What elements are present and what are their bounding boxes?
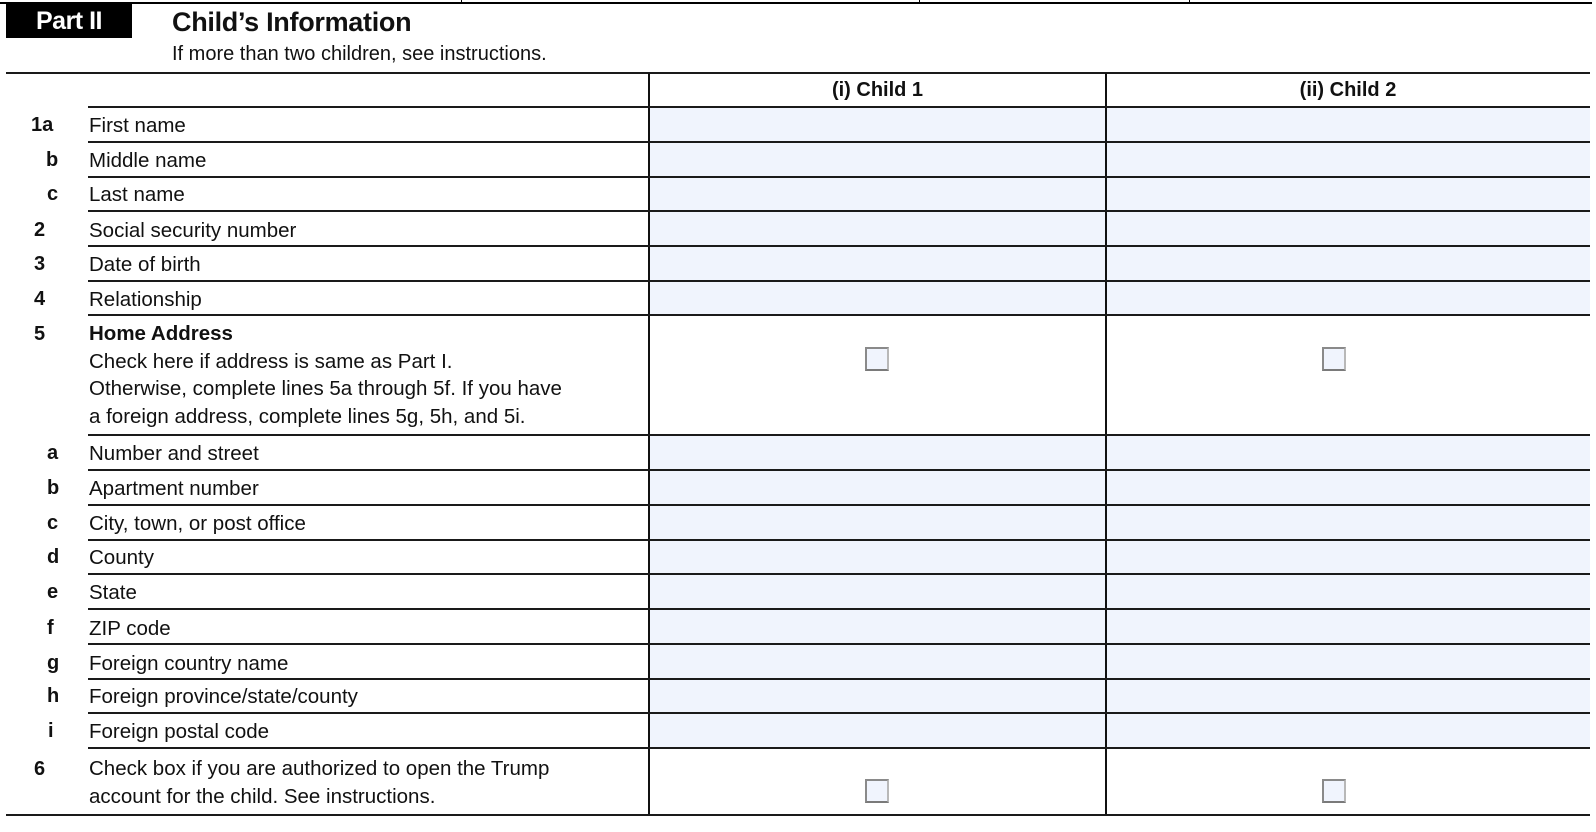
line-number: i [48,720,54,742]
child-2-last-name-input[interactable] [1107,178,1590,211]
part-badge: Part II [6,4,132,38]
child-2-foreign-province-input[interactable] [1107,680,1590,713]
line-label: Relationship [89,288,202,311]
form-row-city [0,506,1590,539]
child-1-trump-account-checkbox[interactable] [865,779,889,803]
child-2-foreign-country-input[interactable] [1107,645,1590,678]
column-header-child-1: (i) Child 1 [831,79,924,101]
form-row-foreign-province [0,680,1590,713]
home-address-description [89,320,562,430]
child-2-number-and-street-input[interactable] [1107,436,1590,469]
child-1-foreign-country-input[interactable] [650,645,1105,678]
line-label: Apartment number [89,477,259,500]
line-number: f [47,617,54,639]
form-row-first-name [0,108,1590,142]
child-1-foreign-province-input[interactable] [650,680,1105,713]
child-1-county-input[interactable] [650,541,1105,573]
top-border-tick [919,0,920,3]
child-1-foreign-postal-code-input[interactable] [650,714,1105,747]
form-row-home-address [0,316,1590,435]
line-number: h [47,685,60,707]
child-2-state-input[interactable] [1107,575,1590,608]
child-1-relationship-input[interactable] [650,282,1105,314]
form-row-apartment-number [0,471,1590,504]
part-subtitle: If more than two children, see instructions. [172,43,547,65]
child-1-last-name-input[interactable] [650,178,1105,211]
home-address-instruction: Otherwise, complete lines 5a through 5f. If you have [89,377,562,400]
line-label: First name [89,114,186,137]
trump-account-instruction: Check box if you are authorized to open the Trump [89,757,550,780]
form-row-ssn [0,212,1590,246]
line-label: ZIP code [89,617,171,640]
child-2-ssn-input[interactable] [1107,212,1590,245]
line-label: Foreign postal code [89,720,270,743]
section-bottom-rule [6,814,1590,816]
trump-account-instruction: account for the child. See instructions. [89,784,436,808]
line-number: d [47,546,60,568]
form-row-county [0,541,1590,574]
child-1-city-input[interactable] [650,506,1105,539]
line-number: 3 [34,253,46,275]
child-2-zip-code-input[interactable] [1107,610,1590,643]
home-address-instruction: a foreign address, complete lines 5g, 5h, and 5i. [89,404,526,428]
line-label: Number and street [89,442,259,465]
child-1-apartment-number-input[interactable] [650,471,1105,504]
child-2-foreign-postal-code-input[interactable] [1107,714,1590,747]
line-label: Social security number [89,219,297,242]
form-row-state [0,575,1590,609]
line-number: 2 [34,219,46,241]
line-number: 1a [31,114,54,136]
top-border-tick [1189,0,1190,3]
form-row-number-and-street [0,436,1590,470]
line-number: c [47,512,59,534]
child-2-trump-account-checkbox[interactable] [1322,779,1346,803]
child-2-relationship-input[interactable] [1107,282,1590,314]
child-2-city-input[interactable] [1107,506,1590,539]
child-1-number-and-street-input[interactable] [650,436,1105,469]
form-row-last-name [0,178,1590,211]
form-row-trump-account [0,749,1590,815]
child-1-middle-name-input[interactable] [650,143,1105,176]
part-title: Child’s Information [172,7,412,37]
line-label: Last name [89,183,185,206]
form-row-date-of-birth [0,247,1590,280]
form-row-middle-name [0,143,1590,176]
column-header-child-2: (ii) Child 2 [1299,79,1397,101]
line-number: g [47,652,60,674]
form-row-relationship [0,282,1590,315]
line-label: County [89,546,154,569]
home-address-instruction: Check here if address is same as Part I. [89,349,453,373]
child-2-apartment-number-input[interactable] [1107,471,1590,504]
line-label: State [89,581,137,604]
line-number: c [47,183,59,205]
child-2-first-name-input[interactable] [1107,108,1590,141]
child-1-same-address-checkbox[interactable] [865,347,889,371]
top-border-tick [461,0,462,3]
child-1-date-of-birth-input[interactable] [650,247,1105,280]
line-label: Date of birth [89,253,201,276]
child-2-middle-name-input[interactable] [1107,143,1590,176]
line-number: e [47,581,59,603]
child-2-same-address-checkbox[interactable] [1322,347,1346,371]
line-number: b [47,477,60,499]
child-1-first-name-input[interactable] [650,108,1105,141]
line-number: 6 [34,758,46,780]
home-address-heading: Home Address [89,322,233,345]
child-2-county-input[interactable] [1107,541,1590,573]
trump-account-description [89,755,549,810]
line-label: Middle name [89,149,207,172]
child-1-zip-code-input[interactable] [650,610,1105,643]
line-label: Foreign country name [89,652,289,675]
line-label: Foreign province/state/county [89,685,358,708]
child-1-ssn-input[interactable] [650,212,1105,245]
line-number: 5 [34,323,46,345]
form-row-foreign-country [0,645,1590,679]
line-label: City, town, or post office [89,512,306,535]
form-row-zip-code [0,610,1590,644]
line-number: b [46,149,59,171]
top-border-rule [0,2,1592,4]
line-number: 4 [34,288,46,310]
child-2-date-of-birth-input[interactable] [1107,247,1590,280]
form-row-foreign-postal-code [0,714,1590,748]
child-1-state-input[interactable] [650,575,1105,608]
line-number: a [47,442,59,464]
